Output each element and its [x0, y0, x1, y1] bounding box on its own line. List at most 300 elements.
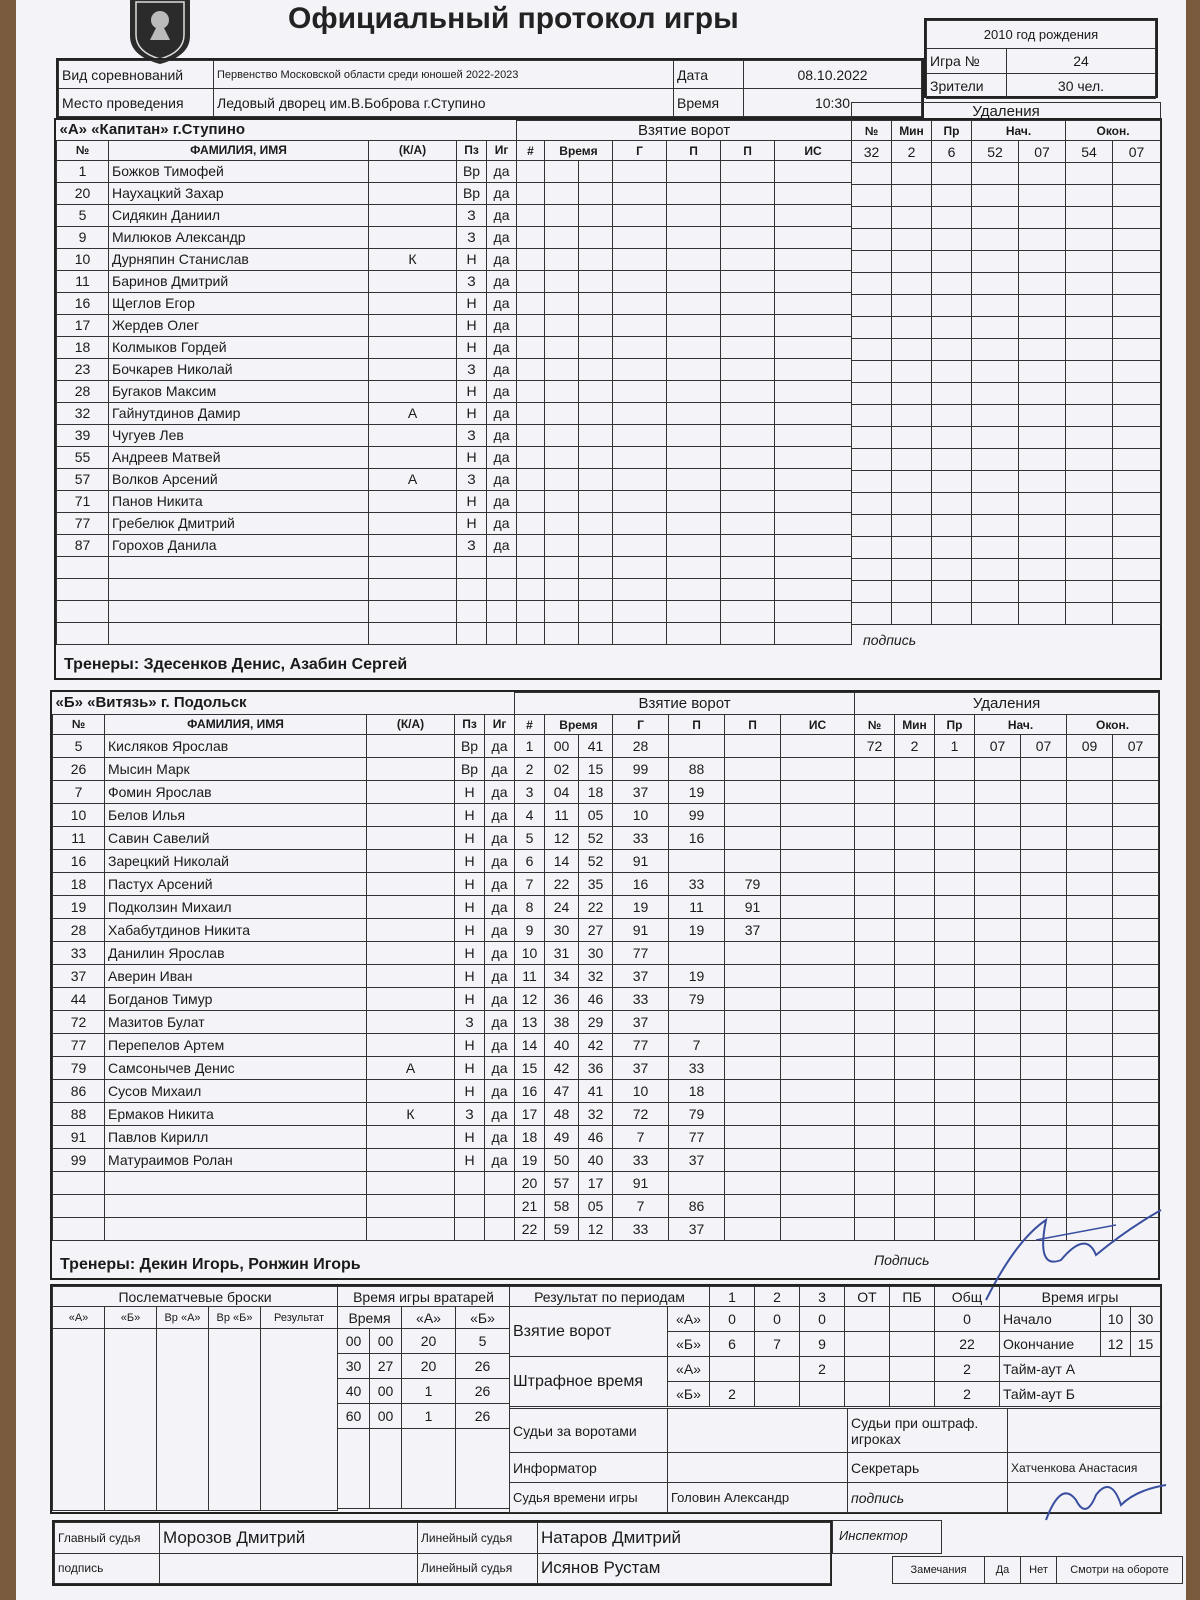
goal-row: [517, 183, 852, 205]
goal-empty-cell: [579, 601, 613, 623]
game-number-value: 24: [1007, 49, 1156, 74]
penalty-empty-cell: [852, 471, 892, 493]
results-col-total: Общ: [935, 1287, 1000, 1307]
goal-empty-cell: [613, 579, 667, 601]
penalty-empty-cell: [935, 850, 975, 873]
pim-b-ot: [845, 1382, 890, 1407]
player-position: Н: [457, 314, 487, 336]
player-row: [57, 556, 517, 578]
penalty-empty-cell: [935, 1011, 975, 1034]
penalty-empty-cell: [895, 1103, 935, 1126]
goal-situation: [781, 942, 855, 965]
goal-scorer: 77: [613, 1034, 669, 1057]
penalty-empty-cell: [935, 1126, 975, 1149]
penalty-empty-cell: [1067, 873, 1113, 896]
goal-empty-cell: [721, 271, 775, 293]
penalty-empty-cell: [852, 273, 892, 295]
col-position: Пз: [457, 140, 487, 160]
player-position: Н: [455, 895, 485, 918]
results-col-p2: 2: [755, 1287, 800, 1307]
player-name: Гайнутдинов Дамир: [109, 402, 369, 424]
player-position: З: [457, 468, 487, 490]
goal-empty-cell: [579, 623, 613, 645]
player-role: [369, 292, 457, 314]
goal-minute: 47: [545, 1080, 579, 1103]
goal-empty-cell: [775, 183, 852, 205]
player-number: 1: [57, 160, 109, 182]
player-played: да: [487, 490, 517, 512]
goal-empty-cell: [721, 249, 775, 271]
remarks-yes: Да: [985, 1557, 1021, 1584]
game-end-minute: 15: [1131, 1332, 1161, 1357]
penalty-row: [855, 850, 1159, 873]
goalie-team-b: 26: [456, 1354, 510, 1379]
goal-row: [517, 249, 852, 271]
goal-situation: [781, 804, 855, 827]
goalie-team-a: 1: [402, 1404, 456, 1429]
goal-col-scorer: Г: [613, 141, 667, 161]
goal-index: 17: [515, 1103, 545, 1126]
goal-minute: 12: [545, 827, 579, 850]
player-played: да: [485, 895, 515, 918]
penalty-empty-cell: [972, 251, 1019, 273]
player-played: да: [485, 1079, 515, 1102]
goal-empty-cell: [579, 359, 613, 381]
player-name: Перепелов Артем: [105, 1033, 367, 1056]
goal-row: [517, 579, 852, 601]
secretary-label: Секретарь: [848, 1453, 1008, 1483]
goal-minute: 57: [545, 1172, 579, 1195]
goal-empty-cell: [667, 579, 721, 601]
player-name: Сидякин Даниил: [109, 204, 369, 226]
penalty-empty-cell: [1067, 988, 1113, 1011]
player-number: 86: [53, 1079, 105, 1102]
penalty-empty-cell: [1066, 295, 1113, 317]
inspector-label: Инспектор: [839, 1528, 908, 1543]
player-position: [457, 578, 487, 600]
penalty-empty-cell: [932, 383, 972, 405]
goal-empty-cell: [667, 403, 721, 425]
penalty-empty-cell: [972, 427, 1019, 449]
player-row: [53, 1079, 515, 1102]
penalty-empty-cell: [975, 1057, 1021, 1080]
goal-empty-cell: [517, 337, 545, 359]
goal-scorer: 10: [613, 1080, 669, 1103]
penalty-judges-label: Судьи при оштраф. игроках: [848, 1409, 1008, 1453]
goal-second: 15: [579, 758, 613, 781]
linesman-2-label: Линейный судья: [418, 1553, 538, 1584]
player-played: [485, 1171, 515, 1194]
player-row: [57, 226, 517, 248]
penalty-empty-cell: [975, 781, 1021, 804]
penalty-empty-cell: [1067, 1057, 1113, 1080]
team-b-sign-label: Подпись: [874, 1252, 930, 1268]
pim-b-p3: [800, 1382, 845, 1407]
goal-assist-1: 16: [669, 827, 725, 850]
penalty-empty-cell: [972, 163, 1019, 185]
penalty-empty-cell: [892, 163, 932, 185]
penalty-empty-cell: [972, 471, 1019, 493]
player-played: да: [487, 226, 517, 248]
goal-empty-cell: [667, 359, 721, 381]
pen-col-end: Окон.: [1066, 121, 1161, 141]
player-number: 5: [53, 734, 105, 757]
penalty-empty-cell: [935, 919, 975, 942]
goal-col-index: #: [515, 715, 545, 735]
goal-assist-1: 88: [669, 758, 725, 781]
player-name: [105, 1194, 367, 1217]
penalty-empty-cell: [932, 295, 972, 317]
penalty-end-sec: 07: [1113, 735, 1159, 758]
referees-section: [52, 1520, 832, 1586]
player-role: [367, 918, 455, 941]
goal-assist-1: 18: [669, 1080, 725, 1103]
goal-situation: [781, 965, 855, 988]
goal-index: 18: [515, 1126, 545, 1149]
penalty-empty-cell: [892, 185, 932, 207]
player-number: 23: [57, 358, 109, 380]
goal-second: 46: [579, 988, 613, 1011]
penalty-empty-cell: [852, 537, 892, 559]
penalty-empty-cell: [972, 317, 1019, 339]
results-col-p1: 1: [710, 1287, 755, 1307]
penalty-minutes: 2: [895, 735, 935, 758]
penalty-row: [852, 317, 1161, 339]
goal-assist-1: 79: [669, 1103, 725, 1126]
penalty-empty-cell: [1066, 185, 1113, 207]
goal-scorer: 28: [613, 735, 669, 758]
penalty-empty-cell: [1067, 1034, 1113, 1057]
player-number: 55: [57, 446, 109, 468]
goal-empty-cell: [721, 469, 775, 491]
goal-empty-cell: [775, 491, 852, 513]
results-col-ot: ОТ: [845, 1287, 890, 1307]
goal-row: [515, 1057, 855, 1080]
player-played: да: [487, 424, 517, 446]
player-row: [57, 358, 517, 380]
penalty-empty-cell: [1019, 449, 1066, 471]
player-role: [369, 534, 457, 556]
goal-empty-cell: [517, 271, 545, 293]
goal-empty-cell: [613, 227, 667, 249]
player-position: З: [457, 204, 487, 226]
goal-empty-cell: [721, 227, 775, 249]
goal-assist-2: [725, 1126, 781, 1149]
penalty-empty-cell: [975, 850, 1021, 873]
penalty-empty-cell: [1066, 361, 1113, 383]
player-position: Н: [455, 1148, 485, 1171]
penalty-empty-cell: [855, 827, 895, 850]
player-position: Н: [455, 780, 485, 803]
penalty-empty-cell: [972, 273, 1019, 295]
team-a-title: «А» «Капитан» г.Ступино: [57, 120, 517, 140]
team-a-section: [54, 103, 1162, 680]
goal-index: 11: [515, 965, 545, 988]
penalty-empty-cell: [935, 1080, 975, 1103]
player-played: да: [487, 314, 517, 336]
penalty-empty-cell: [1019, 581, 1066, 603]
penalty-row: [852, 449, 1161, 471]
player-number: 20: [57, 182, 109, 204]
goal-row: [515, 919, 855, 942]
penalty-start-min: 52: [972, 141, 1019, 163]
player-position: Н: [455, 1056, 485, 1079]
penalty-empty-cell: [892, 361, 932, 383]
goal-minute: 40: [545, 1034, 579, 1057]
penalty-empty-cell: [855, 1057, 895, 1080]
remarks-no: Нет: [1021, 1557, 1057, 1584]
player-role: [367, 1194, 455, 1217]
goal-assist-2: 79: [725, 873, 781, 896]
player-role: [367, 1079, 455, 1102]
goal-scorer: 7: [613, 1195, 669, 1218]
goal-empty-cell: [545, 249, 579, 271]
goal-empty-cell: [517, 447, 545, 469]
penalty-empty-cell: [855, 919, 895, 942]
goal-index: 12: [515, 988, 545, 1011]
penalty-empty-cell: [855, 896, 895, 919]
penalty-empty-cell: [1019, 383, 1066, 405]
goal-assist-2: [725, 1218, 781, 1241]
player-position: Н: [457, 402, 487, 424]
penalty-empty-cell: [975, 919, 1021, 942]
penalty-empty-cell: [892, 493, 932, 515]
goal-empty-cell: [517, 161, 545, 183]
penalty-empty-cell: [1021, 1011, 1067, 1034]
player-name: [109, 556, 369, 578]
penalty-empty-cell: [1021, 873, 1067, 896]
timeout-a-label: Тайм-аут А: [1000, 1357, 1161, 1382]
penalty-empty-cell: [1066, 405, 1113, 427]
goal-col-time: Время: [545, 715, 613, 735]
penalty-empty-cell: [1021, 1172, 1067, 1195]
goal-empty-cell: [545, 161, 579, 183]
goal-empty-cell: [517, 469, 545, 491]
player-position: Н: [455, 941, 485, 964]
goal-scorer: 72: [613, 1103, 669, 1126]
player-number: 79: [53, 1056, 105, 1079]
goal-empty-cell: [613, 491, 667, 513]
player-played: да: [485, 1125, 515, 1148]
goal-row: [515, 1080, 855, 1103]
pen-col-minutes: Мин: [895, 715, 935, 735]
team-a-sign-label: подпись: [863, 632, 917, 648]
player-position: [457, 600, 487, 622]
player-role: [369, 600, 457, 622]
goal-assist-2: [725, 781, 781, 804]
player-row: [53, 826, 515, 849]
game-time-title: Время игры: [1000, 1287, 1161, 1307]
player-role: [367, 895, 455, 918]
penalty-empty-cell: [932, 471, 972, 493]
goal-assist-2: [725, 850, 781, 873]
penalty-row: [852, 515, 1161, 537]
player-role: [367, 1171, 455, 1194]
goal-situation: [781, 1057, 855, 1080]
goal-second: 18: [579, 781, 613, 804]
goal-empty-cell: [579, 491, 613, 513]
penalty-empty-cell: [1113, 581, 1161, 603]
penalty-empty-cell: [892, 427, 932, 449]
penalty-empty-cell: [1113, 449, 1161, 471]
goal-second: 40: [579, 1149, 613, 1172]
penalty-reason: 1: [935, 735, 975, 758]
player-role: [369, 314, 457, 336]
penalty-empty-cell: [1021, 781, 1067, 804]
goal-empty-cell: [775, 447, 852, 469]
player-position: З: [455, 1102, 485, 1125]
penalty-empty-cell: [852, 295, 892, 317]
player-name: Фомин Ярослав: [105, 780, 367, 803]
goal-assist-1: [669, 735, 725, 758]
penalty-empty-cell: [932, 515, 972, 537]
penalty-empty-cell: [892, 317, 932, 339]
player-number: 99: [53, 1148, 105, 1171]
penalty-end-sec: 07: [1113, 141, 1161, 163]
player-role: [367, 1125, 455, 1148]
player-number: 17: [57, 314, 109, 336]
penalty-empty-cell: [895, 1218, 935, 1241]
penalty-empty-cell: [975, 1103, 1021, 1126]
penalty-empty-cell: [1019, 251, 1066, 273]
player-row: [53, 1056, 515, 1079]
player-number: 57: [57, 468, 109, 490]
penalty-empty-cell: [972, 493, 1019, 515]
player-row: [53, 1217, 515, 1240]
goal-empty-cell: [667, 425, 721, 447]
penalty-empty-cell: [935, 827, 975, 850]
goal-empty-cell: [545, 447, 579, 469]
penalty-empty-cell: [855, 942, 895, 965]
goal-empty-cell: [613, 359, 667, 381]
penalty-empty-cell: [1113, 207, 1161, 229]
goal-second: 17: [579, 1172, 613, 1195]
goal-index: 8: [515, 896, 545, 919]
remarks-see-back: Смотри на обороте: [1057, 1557, 1183, 1584]
goalie-team-b: 5: [456, 1329, 510, 1354]
player-played: да: [485, 1010, 515, 1033]
player-position: [455, 1217, 485, 1240]
player-position: Вр: [455, 757, 485, 780]
player-played: да: [485, 872, 515, 895]
penalty-row: [855, 1011, 1159, 1034]
player-row: [57, 490, 517, 512]
penalty-empty-cell: [852, 493, 892, 515]
goal-index: 16: [515, 1080, 545, 1103]
goal-row: [517, 535, 852, 557]
goal-col-assist1: П: [667, 141, 721, 161]
penalty-empty-cell: [1066, 317, 1113, 339]
goal-empty-cell: [667, 161, 721, 183]
penalty-empty-cell: [1067, 1011, 1113, 1034]
goal-empty-cell: [667, 535, 721, 557]
player-name: Божков Тимофей: [109, 160, 369, 182]
penalty-empty-cell: [852, 515, 892, 537]
player-name: Матураимов Ролан: [105, 1148, 367, 1171]
penalty-empty-cell: [972, 603, 1019, 625]
player-role: А: [369, 402, 457, 424]
player-number: 44: [53, 987, 105, 1010]
goal-second: 52: [579, 850, 613, 873]
penalty-empty-cell: [975, 827, 1021, 850]
penalty-empty-cell: [895, 1011, 935, 1034]
goal-assist-2: [725, 1172, 781, 1195]
goal-assist-1: 19: [669, 965, 725, 988]
goal-assist-1: 33: [669, 873, 725, 896]
team-a-goals-title: Взятие ворот: [517, 121, 852, 141]
results-team-b-tag: «Б»: [668, 1382, 710, 1407]
goal-row: [515, 1034, 855, 1057]
player-name: Мысин Марк: [105, 757, 367, 780]
penalty-empty-cell: [855, 1218, 895, 1241]
goal-second: 41: [579, 1080, 613, 1103]
player-name: Жердев Олег: [109, 314, 369, 336]
goal-empty-cell: [579, 513, 613, 535]
goal-row: [515, 735, 855, 758]
penalty-empty-cell: [852, 229, 892, 251]
goal-row: [515, 804, 855, 827]
goal-row: [517, 381, 852, 403]
pim-a-so: [890, 1357, 935, 1382]
player-number: [53, 1217, 105, 1240]
player-role: [367, 1010, 455, 1033]
player-role: [367, 941, 455, 964]
goal-empty-cell: [613, 337, 667, 359]
player-role: [367, 780, 455, 803]
penalty-empty-cell: [1021, 758, 1067, 781]
goal-empty-cell: [721, 315, 775, 337]
goal-assist-2: [725, 1103, 781, 1126]
player-role: [369, 226, 457, 248]
penalty-end-min: 09: [1067, 735, 1113, 758]
penalty-row: [855, 1034, 1159, 1057]
penalty-empty-cell: [855, 850, 895, 873]
results-team-a-tag: «А»: [668, 1357, 710, 1382]
player-name: Пастух Арсений: [105, 872, 367, 895]
goal-minute: 42: [545, 1057, 579, 1080]
player-role: [367, 734, 455, 757]
goal-col-assist2: П: [721, 141, 775, 161]
goal-empty-cell: [613, 381, 667, 403]
goal-situation: [781, 873, 855, 896]
penalty-row: [855, 735, 1159, 758]
goal-row: [515, 873, 855, 896]
goalie-time-second: 00: [370, 1379, 402, 1404]
penalty-empty-cell: [1113, 185, 1161, 207]
goal-scorer: 37: [613, 1011, 669, 1034]
goal-empty-cell: [667, 227, 721, 249]
goal-empty-cell: [517, 227, 545, 249]
penalty-empty-cell: [935, 1057, 975, 1080]
penalty-empty-cell: [932, 493, 972, 515]
penalty-empty-cell: [892, 339, 932, 361]
penalty-empty-cell: [1019, 163, 1066, 185]
penalty-empty-cell: [972, 361, 1019, 383]
penalty-empty-cell: [1066, 229, 1113, 251]
goal-assist-1: 19: [669, 781, 725, 804]
goal-row: [515, 1011, 855, 1034]
pen-col-reason: Пр: [935, 715, 975, 735]
results-goals-label: Взятие ворот: [510, 1307, 668, 1357]
penalty-row: [852, 603, 1161, 625]
penalty-empty-cell: [1113, 850, 1159, 873]
goal-scorer: 37: [613, 1057, 669, 1080]
penalty-empty-cell: [1113, 1011, 1159, 1034]
player-role: [367, 987, 455, 1010]
goal-index: 4: [515, 804, 545, 827]
penalty-empty-cell: [1067, 827, 1113, 850]
penalty-empty-cell: [1019, 427, 1066, 449]
